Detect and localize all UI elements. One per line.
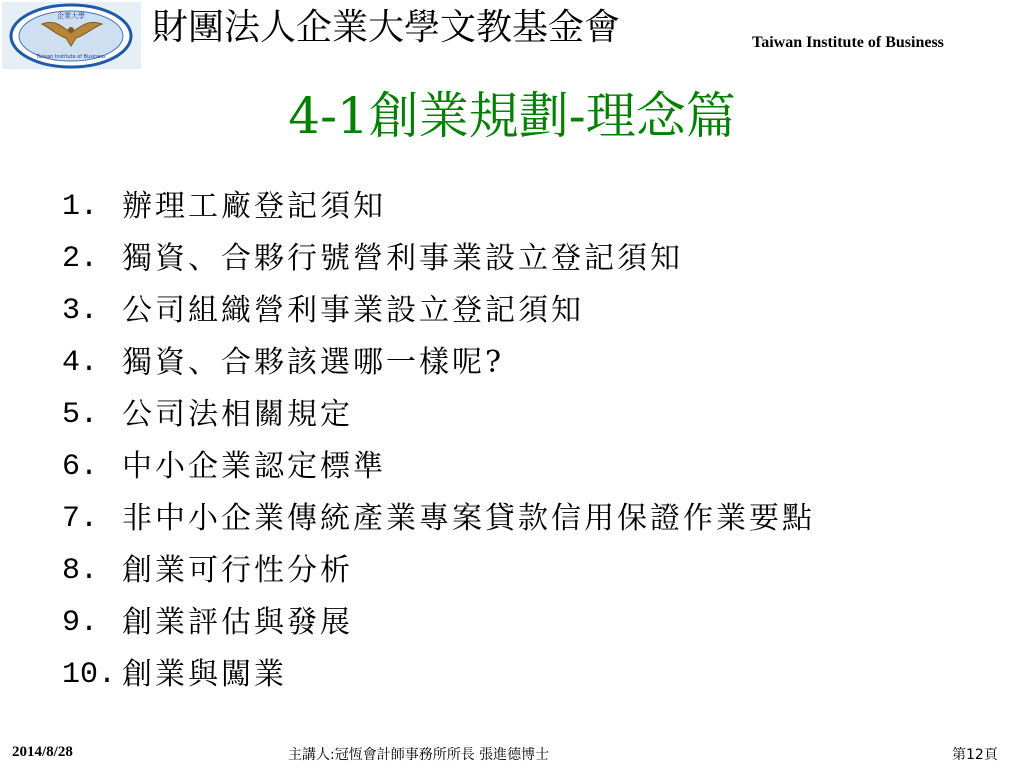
logo-subtext: Taiwan Institute of Business: [36, 54, 106, 60]
list-item: [62, 340, 815, 392]
footer-speaker: 主講人:冠恆會計師事務所所長 張進德博士: [288, 747, 550, 763]
list-item: [62, 600, 815, 652]
list-item: [62, 496, 815, 548]
item-number: 9.: [62, 606, 99, 640]
eagle-logo-icon: [2, 2, 141, 69]
item-number: 6.: [62, 450, 99, 484]
slide-title: 4-1創業規劃-理念篇: [288, 87, 736, 145]
footer-page-number: 第12頁: [952, 747, 998, 763]
item-text: 獨資、合夥行號營利事業設立登記須知: [122, 241, 683, 276]
item-text: 中小企業認定標準: [122, 449, 386, 484]
footer-date: 2014/8/28: [12, 744, 73, 760]
list-item: [62, 288, 815, 340]
item-number: 5.: [62, 398, 99, 432]
header-subtitle: Taiwan Institute of Business: [752, 34, 944, 51]
item-text: 非中小企業傳統產業專案貸款信用保證作業要點: [122, 501, 815, 536]
item-number: 1.: [62, 190, 99, 224]
item-number: 2.: [62, 242, 99, 276]
item-number: 8.: [62, 554, 99, 588]
item-number: 7.: [62, 502, 99, 536]
header-title: 財團法人企業大學文教基金會: [152, 7, 621, 48]
list-item: [62, 184, 815, 236]
list-item: [62, 392, 815, 444]
item-text: 創業與闖業: [122, 657, 287, 692]
item-text: 創業評估與發展: [122, 605, 353, 640]
item-text: 創業可行性分析: [122, 553, 353, 588]
topic-list: [62, 184, 815, 704]
item-number: 3.: [62, 294, 99, 328]
item-text: 獨資、合夥該選哪一樣呢?: [122, 345, 505, 380]
logo-text: 企業大學: [57, 12, 85, 20]
list-item: [62, 236, 815, 288]
logo: [2, 2, 141, 69]
list-item: [62, 548, 815, 600]
item-text: 公司法相關規定: [122, 397, 353, 432]
list-item: [62, 652, 815, 704]
item-number: 10.: [62, 658, 117, 692]
list-item: [62, 444, 815, 496]
item-number: 4.: [62, 346, 99, 380]
item-text: 辦理工廠登記須知: [122, 189, 386, 224]
item-text: 公司組織營利事業設立登記須知: [122, 293, 584, 328]
